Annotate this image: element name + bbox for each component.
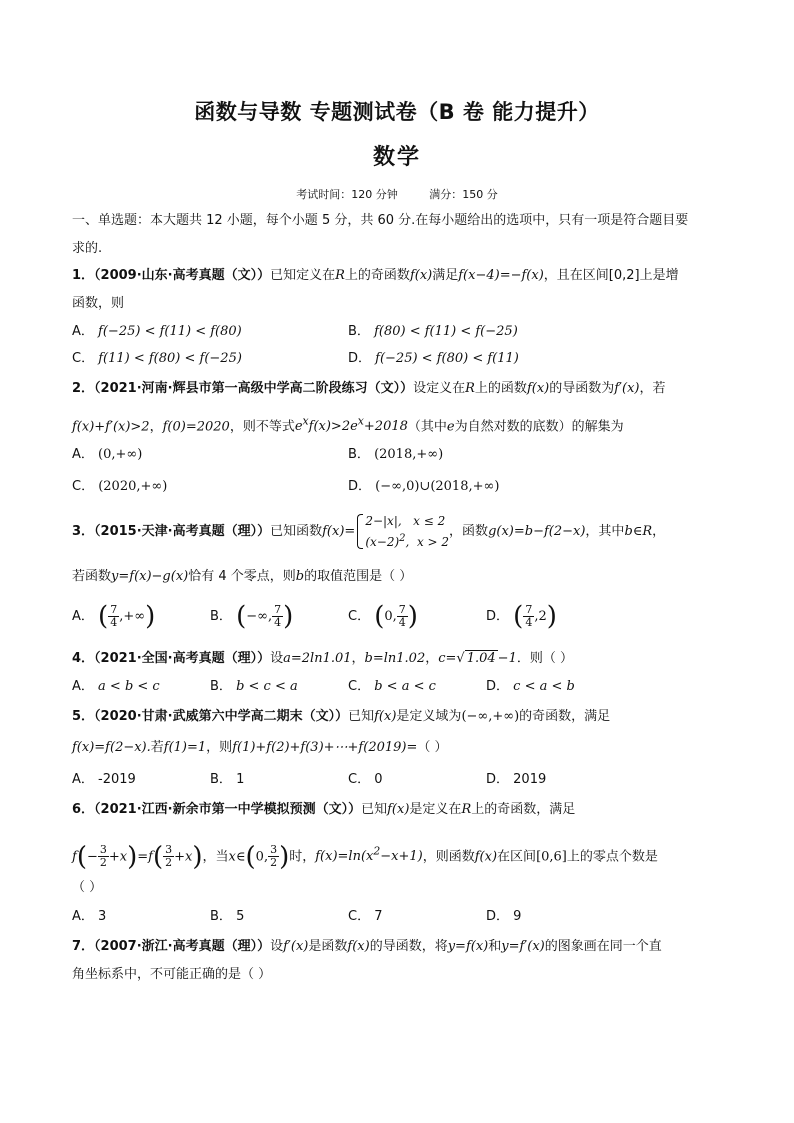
section-intro-line1: 一、单选题：本大题共 12 小题，每个小题 5 分，共 60 分.在每小题给出的选项中，只有一项是符合题目要 xyxy=(72,213,689,228)
option-label: C． xyxy=(348,679,371,694)
option-value: (2018,+∞) xyxy=(374,447,444,462)
q1-math: R xyxy=(335,268,345,283)
q5-math: f(x)=f(2−x). xyxy=(72,740,151,755)
q7-source: （2007·浙江·高考真题（理）） xyxy=(94,939,271,954)
q6-number: 6． xyxy=(72,802,95,817)
option-label: B． xyxy=(210,772,232,787)
option-value: b < c < a xyxy=(236,679,298,694)
option-value: 3 xyxy=(98,909,107,924)
q1-stem-line1 xyxy=(72,266,732,286)
q6-option-d[interactable] xyxy=(486,907,521,927)
q6-option-c[interactable] xyxy=(348,907,383,927)
option-value: (−∞,0)∪(2018,+∞) xyxy=(375,479,500,494)
q2-text: ，若 xyxy=(639,381,666,396)
option-value: -2019 xyxy=(98,772,136,787)
q1-math: f(x) xyxy=(409,268,433,283)
q4-option-a[interactable] xyxy=(72,677,160,697)
q2-option-b[interactable] xyxy=(348,445,443,465)
q5-stem-line1 xyxy=(72,707,732,727)
q6-text: 是定义在 xyxy=(409,802,462,817)
q7-stem-line1 xyxy=(72,937,732,957)
q4-math: b=ln1.02 xyxy=(364,651,426,666)
q6-stem-line3: （ ） xyxy=(72,880,103,895)
option-label: B． xyxy=(210,609,232,624)
q2-text: ， xyxy=(149,419,163,435)
option-label: A． xyxy=(72,324,94,339)
option-value: 2019 xyxy=(513,772,547,787)
q6-stem-line1 xyxy=(72,800,732,820)
q6-source: （2021·江西·新余市第一中学模拟预测（文）） xyxy=(94,802,362,817)
q5-text: 若 xyxy=(150,740,164,755)
q2-text: 的导函数为 xyxy=(549,381,615,396)
exam-title: 函数与导数 专题测试卷（B 卷 能力提升） xyxy=(194,100,600,124)
option-value: 0 xyxy=(374,772,383,787)
q7-text: 和 xyxy=(488,939,502,954)
q7-math: y=f′(x) xyxy=(501,939,545,954)
q5-option-a[interactable] xyxy=(72,770,136,790)
option-value: 5 xyxy=(236,909,245,924)
q2-stem-line1 xyxy=(72,379,732,399)
option-value: (0,+∞) xyxy=(98,447,143,462)
q7-text: 设 xyxy=(270,939,284,954)
q2-text: （其中 xyxy=(407,419,447,435)
q5-text: 已知 xyxy=(348,709,375,724)
q5-text: ，则 xyxy=(206,740,233,755)
q3-piecewise: 2−|x|, x ≤ 2 $(x-2)^2$, x > 2 xyxy=(355,512,449,551)
q6-option-b[interactable] xyxy=(210,907,244,927)
q6-math: f(x) xyxy=(387,802,410,817)
exam-time: 考试时间：120 分钟 xyxy=(296,188,398,201)
q1-option-c[interactable] xyxy=(72,349,242,369)
q3-math: b∈R xyxy=(624,524,653,539)
q4-option-c[interactable] xyxy=(348,677,436,697)
option-label: C． xyxy=(72,479,95,494)
q3-math: g(x)=b−f(2−x) xyxy=(488,524,586,539)
q6-stem-line2: f(− $\frac{3}{2}$ +x)=f( $\frac{3}{2}$ +x)，当x∈(0, $\frac{3}{2}$ )时，$f(x)=\ln(x^2-x+1)$，则函数f(x)在区间[0,6]上的零点个数是 xyxy=(72,841,658,872)
q4-text: ， xyxy=(351,651,365,666)
q4-source: （2021·全国·高考真题（理）） xyxy=(94,651,271,666)
q4-number: 4． xyxy=(72,651,95,666)
q2-option-d[interactable] xyxy=(348,477,499,497)
q7-text: 的图象画在同一个直 xyxy=(544,939,662,954)
q3-text: 已知函数 xyxy=(270,524,323,539)
q6-text: ，则函数 xyxy=(422,849,475,865)
q3-text: ，函数 xyxy=(449,524,489,539)
option-value: f(−25) < f(11) < f(80) xyxy=(98,324,242,339)
q6-math: R xyxy=(461,802,472,817)
q1-text: 满足 xyxy=(432,268,459,283)
option-value: c < a < b xyxy=(513,679,575,694)
q3-source: （2015·天津·高考真题（理）） xyxy=(94,524,271,539)
subject-title: 数学 xyxy=(372,145,421,170)
q5-text: （ ） xyxy=(417,740,448,755)
option-value: b < a < c xyxy=(374,679,436,694)
q4-math: a=2ln1.01 xyxy=(283,651,352,666)
q6-text: 时， xyxy=(289,849,316,865)
q5-text: 的奇函数，满足 xyxy=(519,709,611,724)
option-label: B． xyxy=(210,909,232,924)
q7-math: y=f(x) xyxy=(447,939,489,954)
q3-text: 恰有 4 个零点，则 xyxy=(188,569,296,584)
option-label: A． xyxy=(72,447,94,462)
q1-number: 1． xyxy=(72,268,95,283)
q3-math: f(x)= xyxy=(322,524,356,539)
q3-text: ，其中 xyxy=(585,524,625,539)
q4-text: 设 xyxy=(270,651,284,666)
q2-math: f(x) xyxy=(526,381,550,396)
q5-source: （2020·甘肃·武威第六中学高二期末（文）） xyxy=(94,709,349,724)
exam-score: 满分：150 分 xyxy=(429,188,498,201)
q5-math: (−∞,+∞) xyxy=(461,709,520,724)
option-label: A． xyxy=(72,609,94,624)
q2-number: 2． xyxy=(72,381,95,396)
q7-stem-line2: 角坐标系中，不可能正确的是（ ） xyxy=(72,967,272,982)
q5-math: f(x) xyxy=(374,709,397,724)
option-label: B． xyxy=(348,447,370,462)
q7-text: 的导函数，将 xyxy=(369,939,448,954)
q2-math: f(0)=2020 xyxy=(162,419,230,435)
option-label: C． xyxy=(348,609,371,624)
q2-math: R xyxy=(465,381,475,396)
q2-option-c[interactable] xyxy=(72,477,167,497)
option-label: C． xyxy=(348,909,371,924)
q6-text: 上的零点个数是 xyxy=(566,849,658,865)
q3-number: 3． xyxy=(72,524,95,539)
q1-math: f(x−4)=−f(x) xyxy=(458,268,544,283)
q2-math: $e^xf(x)>2e^x+2018$ xyxy=(294,415,408,435)
q6-text: ，当 xyxy=(202,849,229,865)
q5-option-c[interactable] xyxy=(348,770,383,790)
q2-stem-line2 xyxy=(72,412,732,437)
section-intro-line2: 求的. xyxy=(72,241,103,256)
option-label: D． xyxy=(348,351,372,366)
q3-text: 的取值范围是（ ） xyxy=(304,569,413,584)
q4-math: c=√ 1.04 −1 xyxy=(438,651,517,666)
q1-option-d[interactable] xyxy=(348,349,519,369)
q3-text: 若函数 xyxy=(72,569,112,584)
q2-math: f(x)+f′(x)>2 xyxy=(72,419,150,435)
q2-text: ，则不等式 xyxy=(229,419,295,435)
option-value: 9 xyxy=(513,909,522,924)
q5-text: 是定义域为 xyxy=(396,709,462,724)
q6-math: [0,6] xyxy=(536,849,567,865)
q6-text: 已知 xyxy=(361,802,388,817)
q2-text: 上的函数 xyxy=(474,381,527,396)
option-label: D． xyxy=(486,679,510,694)
q6-text: 上的奇函数，满足 xyxy=(471,802,576,817)
option-value: 1 xyxy=(236,772,245,787)
q4-option-d[interactable] xyxy=(486,677,575,697)
q3-math: b xyxy=(295,569,305,584)
q7-math: f(x) xyxy=(347,939,370,954)
q2-source: （2021·河南·辉县市第一高级中学高二阶段练习（文）） xyxy=(94,381,414,396)
q7-math: f′(x) xyxy=(283,939,309,954)
q1-option-a[interactable] xyxy=(72,322,242,342)
q3-option-b[interactable]: B． (−∞, $\frac{7}{4}$ ) xyxy=(210,601,294,632)
exam-info xyxy=(0,186,794,202)
q1-text: 上的奇函数 xyxy=(344,268,410,283)
q3-stem-line1: 3．（2015·天津·高考真题（理））已知函数f(x)= 2−|x|, x ≤ 2 $(x-2)^2$, x > 2 ，函数g(x)=b−f(2−x)，其中b∈R， xyxy=(72,514,666,549)
option-label: D． xyxy=(486,772,510,787)
q3-option-d[interactable]: D． ( $\frac{7}{4}$ ,2) xyxy=(486,601,557,632)
q7-number: 7． xyxy=(72,939,95,954)
q2-math: f′(x) xyxy=(614,381,640,396)
q4-option-b[interactable] xyxy=(210,677,298,697)
option-value: (2020,+∞) xyxy=(98,479,168,494)
option-value: a < b < c xyxy=(98,679,160,694)
q5-number: 5． xyxy=(72,709,95,724)
q1-source: （2009·山东·高考真题（文）） xyxy=(94,268,271,283)
q4-text: ， xyxy=(425,651,439,666)
q3-stem-line2 xyxy=(72,567,732,587)
option-label: B． xyxy=(348,324,370,339)
q2-math: e xyxy=(446,419,455,435)
q7-text: 是函数 xyxy=(308,939,348,954)
option-value: 7 xyxy=(374,909,383,924)
q6-option-a[interactable] xyxy=(72,907,106,927)
q4-text: ．则（ ） xyxy=(516,651,573,666)
q4-stem xyxy=(72,649,732,669)
option-label: C． xyxy=(72,351,95,366)
q3-option-c[interactable]: C． (0, $\frac{7}{4}$ ) xyxy=(348,601,418,632)
option-label: D． xyxy=(486,609,510,624)
option-label: D． xyxy=(486,909,510,924)
q2-text: 设定义在 xyxy=(413,381,466,396)
q5-math: f(1)=1 xyxy=(163,740,207,755)
q2-option-a[interactable] xyxy=(72,445,142,465)
q2-text: 为自然对数的底数）的解集为 xyxy=(454,419,624,435)
q6-math: f xyxy=(72,849,77,865)
option-label: A． xyxy=(72,909,94,924)
option-label: D． xyxy=(348,479,372,494)
q6-math: $f(x)=\ln(x^2-x+1)$ xyxy=(315,845,423,865)
option-label: A． xyxy=(72,772,94,787)
option-value: f(80) < f(11) < f(−25) xyxy=(374,324,518,339)
q3-option-a[interactable]: A． ( $\frac{7}{4}$ ,+∞) xyxy=(72,601,156,632)
q5-option-d[interactable] xyxy=(486,770,546,790)
q1-text: 已知定义在 xyxy=(270,268,336,283)
q3-math: y=f(x)−g(x) xyxy=(111,569,189,584)
q5-math: f(1)+f(2)+f(3)+⋯+f(2019)= xyxy=(232,740,418,755)
option-label: B． xyxy=(210,679,232,694)
q1-stem-line2: 函数，则 xyxy=(72,296,125,311)
q1-option-b[interactable] xyxy=(348,322,518,342)
q6-text: 在区间 xyxy=(497,849,537,865)
q5-stem-line2 xyxy=(72,738,732,758)
q1-text: ，且在区间[0,2]上是增 xyxy=(543,268,679,283)
option-label: A． xyxy=(72,679,94,694)
q5-option-b[interactable] xyxy=(210,770,244,790)
q6-math: x∈ xyxy=(228,849,246,865)
option-value: f(−25) < f(80) < f(11) xyxy=(375,351,519,366)
option-value: f(11) < f(80) < f(−25) xyxy=(98,351,242,366)
option-label: C． xyxy=(348,772,371,787)
q6-math: f(x) xyxy=(474,849,498,865)
